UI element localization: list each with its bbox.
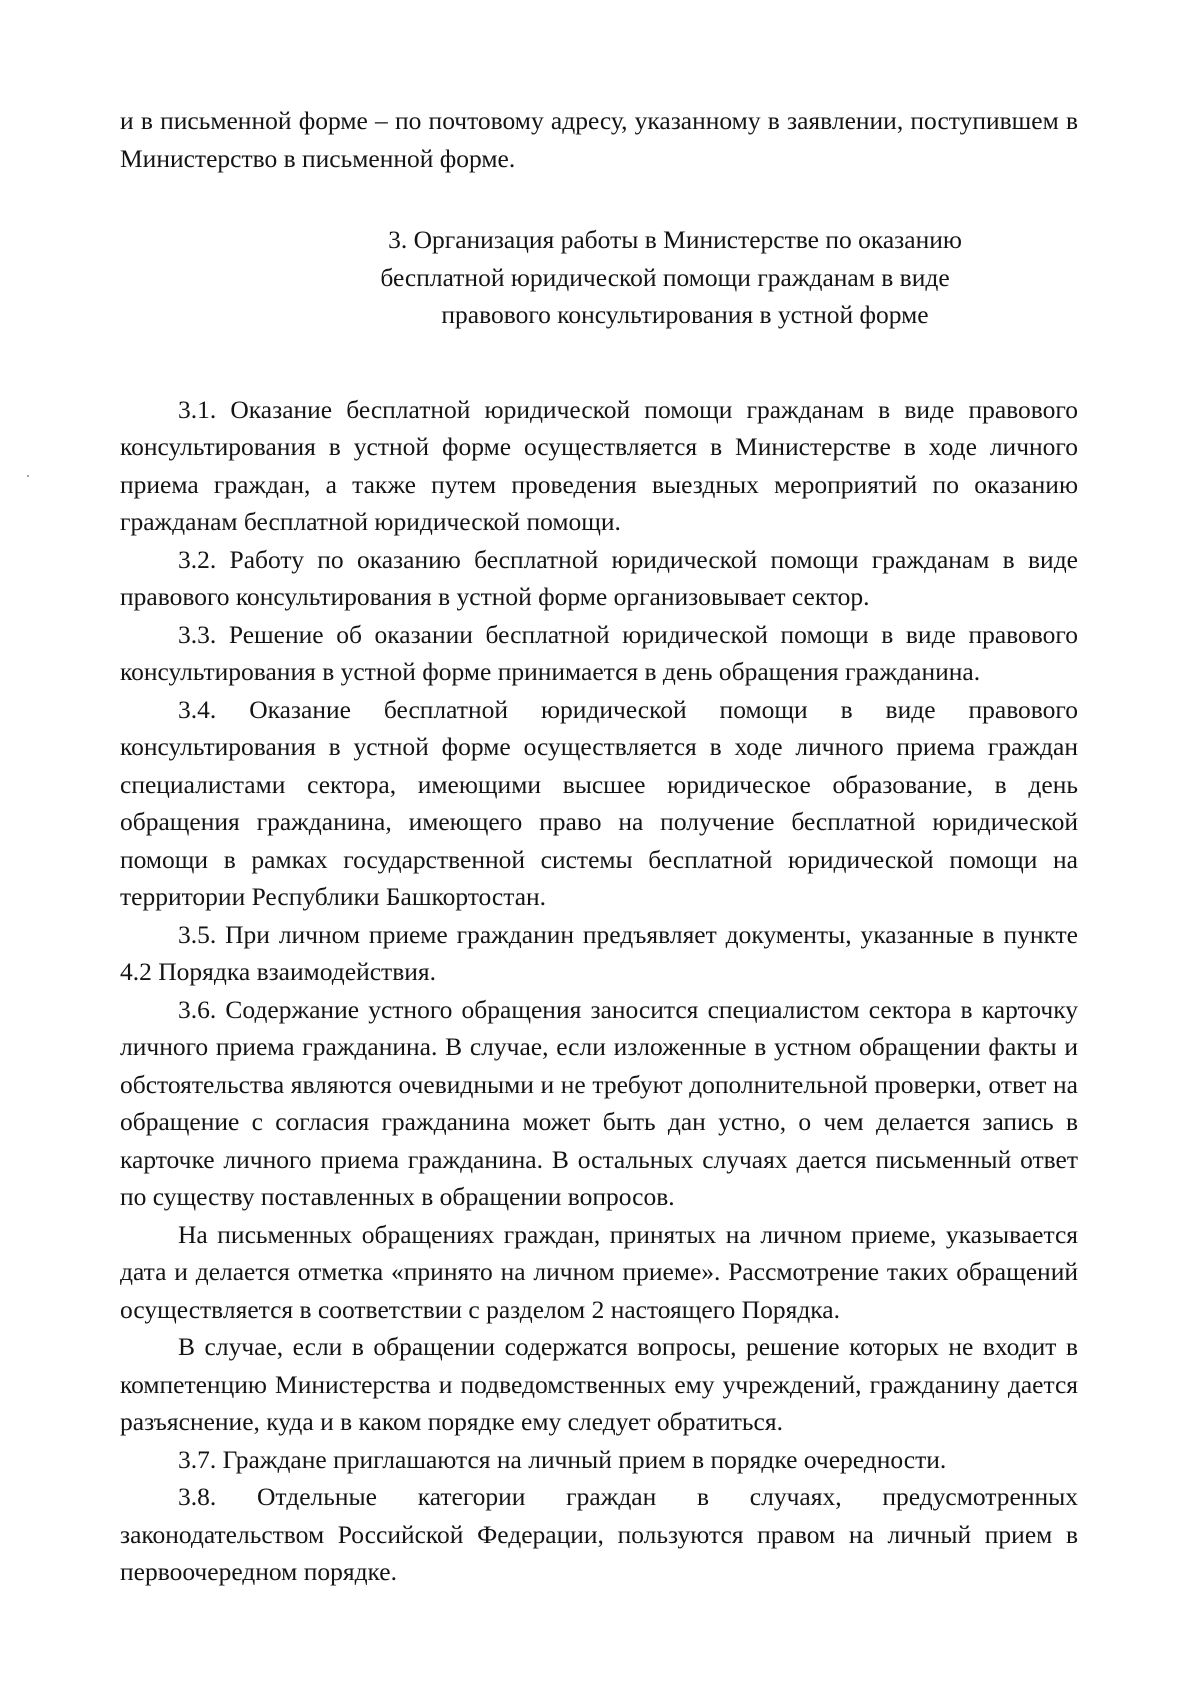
paragraph-3-4: 3.4. Оказание бесплатной юридической помощи в виде правового консультирования в устной форме осуществляется в ходе личного приема граждан специалистами сектора, имеющими высшее юридическое образование, в день обращения гражданина, имеющего право на получение бесплатной юридической помощи в рамках государственной системы бесплатной юридической помощи на территории Республики Башкортостан. — [120, 694, 1078, 911]
section-heading — [120, 221, 1078, 334]
paragraph-3-7: 3.7. Граждане приглашаются на личный прием в порядке очередности. — [178, 1444, 947, 1474]
paragraph-3-6: 3.6. Содержание устного обращения заносится специалистом сектора в карточку личного приема гражданина. В случае, если изложенные в устном обращении факты и обстоятельства являются очевидными и не требуют дополнительной проверки, ответ на обращение с согласия гражданина может быть дан устно, о чем делается запись в карточке личного приема гражданина. В остальных случаях дается письменный ответ по существу поставленных в обращении вопросов. — [120, 994, 1078, 1211]
paragraph-out-of-competence: В случае, если в обращении содержатся вопросы, решение которых не входит в компетенцию Министерства и подведомственных ему учреждений, гражданину дается разъяснение, куда и в каком порядке ему следует обратиться. — [120, 1332, 1078, 1436]
continuation-paragraph: и в письменной форме – по почтовому адресу, указанному в заявлении, поступившем в Министерство в письменной форме. — [120, 106, 1078, 173]
section-heading-line-1: 3. Организация работы в Министерстве по оказанию — [388, 225, 962, 254]
paragraph-written-requests: На письменных обращениях граждан, принятых на личном приеме, указывается дата и делается отметка «принято на личном приеме». Рассмотрение таких обращений осуществляется в соответствии с разделом 2 настоящего Порядка. — [120, 1219, 1078, 1324]
section-heading-line-2: бесплатной юридической помощи гражданам в виде — [380, 262, 950, 292]
paragraph-3-8: 3.8. Отдельные категории граждан в случаях, предусмотренных законодательством Российской Федерации, пользуются правом на личный прием в первоочередном порядке. — [120, 1482, 1078, 1586]
paragraph-3-3: 3.3. Решение об оказании бесплатной юридической помощи в виде правового консультирования в устной форме принимается в день обращения гражданина. — [120, 619, 1078, 686]
paragraph-3-5: 3.5. При личном приеме гражданин предъявляет документы, указанные в пункте 4.2 Порядка взаимодействия. — [120, 919, 1078, 986]
paragraph-3-2: 3.2. Работу по оказанию бесплатной юридической помощи гражданам в виде правового консультирования в устной форме организовывает сектор. — [120, 544, 1078, 611]
section-heading-line-3: правового консультирования в устной форме — [441, 300, 929, 329]
document-page — [120, 102, 1078, 1591]
paragraph-3-1: 3.1. Оказание бесплатной юридической помощи гражданам в виде правового консультирования в устной форме осуществляется в Министерстве в ходе личного приема граждан, а также путем проведения выездных мероприятий по оказанию гражданам бесплатной юридической помощи. — [120, 394, 1078, 536]
scan-speck — [27, 475, 29, 477]
